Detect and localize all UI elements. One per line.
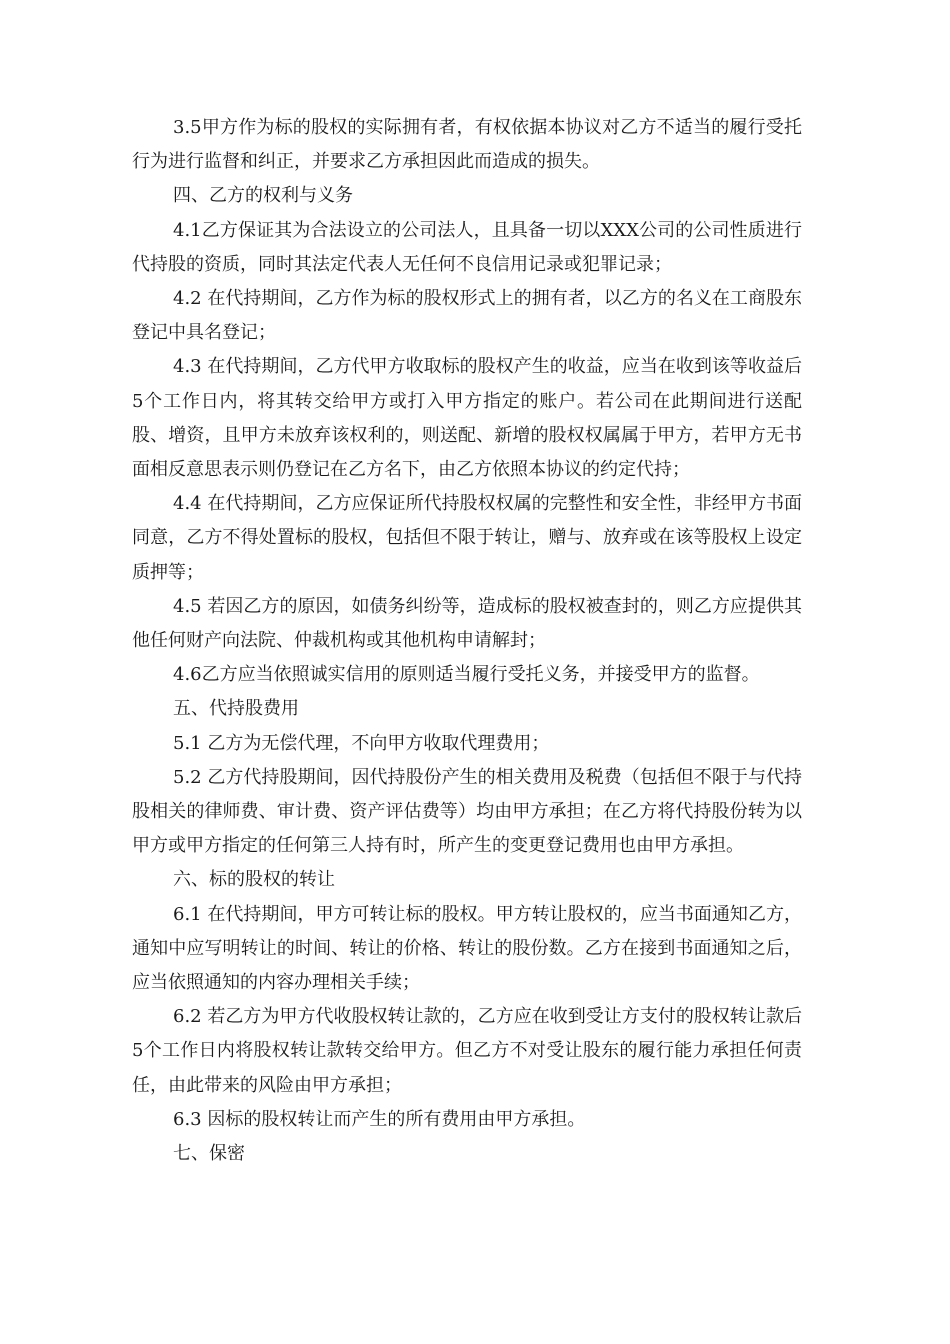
clause-4-3: 4.3 在代持期间，乙方代甲方收取标的股权产生的收益，应当在收到该等收益后5个工作日内，将其转交给甲方或打入甲方指定的账户。若公司在此期间进行送配股、增资，且甲方未放弃该权利的，则送配、新增的股权权属属于甲方，若甲方无书面相反意思表示则仍登记在乙方名下，由乙方依照本协议的约定代持； <box>132 356 802 481</box>
clause-5-2: 5.2 乙方代持股期间，因代持股份产生的相关费用及税费（包括但不限于与代持股相关的律师费、审计费、资产评估费等）均由甲方承担；在乙方将代持股份转为以甲方或甲方指定的任何第三人持有时，所产生的变更登记费用也由甲方承担。 <box>132 766 802 857</box>
document-body <box>132 111 802 1171</box>
clause-4-6: 4.6乙方应当依照诚实信用的原则适当履行受托义务，并接受甲方的监督。 <box>173 664 760 686</box>
section-heading-7: 七、保密 <box>173 1143 245 1165</box>
clause-4-5: 4.5 若因乙方的原因，如债务纠纷等，造成标的股权被查封的，则乙方应提供其他任何财产向法院、仲裁机构或其他机构申请解封； <box>132 595 802 652</box>
clause-6-3: 6.3 因标的股权转让而产生的所有费用由甲方承担。 <box>173 1108 586 1130</box>
clause-4-2: 4.2 在代持期间，乙方作为标的股权形式上的拥有者，以乙方的名义在工商股东登记中具名登记； <box>132 288 802 344</box>
clause-4-1: 4.1乙方保证其为合法设立的公司法人，且具备一切以XXX公司的公司性质进行代持股的资质，同时其法定代表人无任何不良信用记录或犯罪记录； <box>132 219 802 275</box>
clause-4-4: 4.4 在代持期间，乙方应保证所代持股权权属的完整性和安全性，非经甲方书面同意，乙方不得处置标的股权，包括但不限于转让，赠与、放弃或在该等股权上设定质押等； <box>132 493 802 583</box>
clause-6-2: 6.2 若乙方为甲方代收股权转让款的，乙方应在收到受让方支付的股权转让款后5个工作日内将股权转让款转交给甲方。但乙方不对受让股东的履行能力承担任何责任，由此带来的风险由甲方承担； <box>132 1006 802 1096</box>
section-heading-5: 五、代持股费用 <box>173 698 299 720</box>
section-heading-4: 四、乙方的权利与义务 <box>173 185 353 207</box>
section-heading-6: 六、标的股权的转让 <box>173 869 335 891</box>
clause-5-1: 5.1 乙方为无偿代理，不向甲方收取代理费用； <box>173 732 550 754</box>
clause-3-5: 3.5甲方作为标的股权的实际拥有者，有权依据本协议对乙方不适当的履行受托行为进行监督和纠正，并要求乙方承担因此而造成的损失。 <box>132 117 802 173</box>
clause-6-1: 6.1 在代持期间，甲方可转让标的股权。甲方转让股权的，应当书面通知乙方，通知中应写明转让的时间、转让的价格、转让的股份数。乙方在接到书面通知之后，应当依照通知的内容办理相关手续； <box>132 903 802 994</box>
